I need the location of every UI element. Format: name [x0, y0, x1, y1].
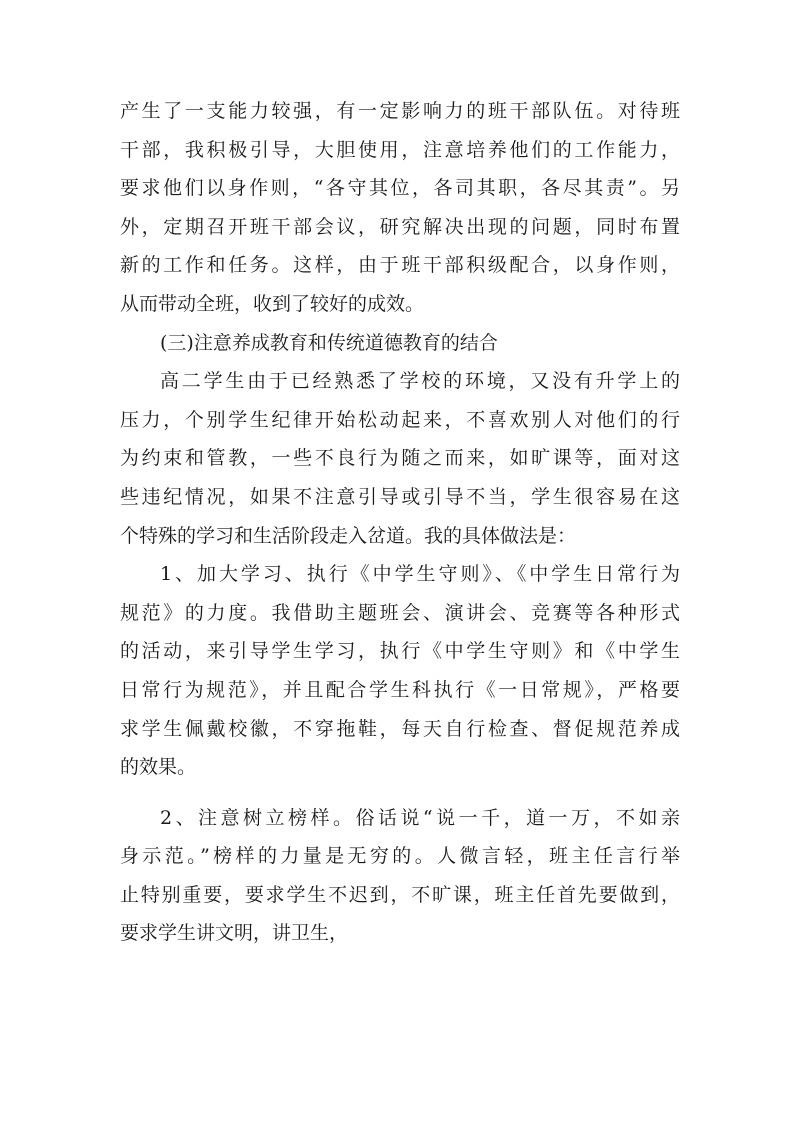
text-line: 从而带动全班，收到了较好的成效。 — [120, 292, 425, 315]
text-line: 要求学生讲文明，讲卫生， — [120, 922, 349, 945]
text-line: 新的工作和任务。这样，由于班干部积级配合，以身作则， — [120, 254, 680, 277]
text-line: 压力，个别学生纪律开始松动起来，不喜欢别人对他们的行 — [120, 408, 680, 431]
text-line: 规范》的力度。我借助主题班会、演讲会、竞赛等各种形式 — [120, 601, 680, 624]
text-line: 的效果。 — [120, 756, 197, 779]
text-line: 的活动，来引导学生学习，执行《中学生守则》和《中学生 — [120, 640, 680, 663]
text-line: 个特殊的学习和生活阶段走入岔道。我的具体做法是： — [120, 524, 577, 547]
text-line: 为约束和管教，一些不良行为随之而来，如旷课等，面对这 — [120, 447, 680, 470]
document-page — [120, 92, 680, 953]
text-line: 高二学生由于已经熟悉了学校的环境，又没有升学上的 — [160, 370, 680, 393]
text-line: 1、加大学习、执行《中学生守则》、《中学生日常行为 — [160, 563, 680, 586]
text-line: 产生了一支能力较强，有一定影响力的班干部队伍。对待班 — [120, 100, 680, 122]
text-line: 求学生佩戴校徽，不穿拖鞋，每天自行检查、督促规范养成 — [120, 717, 680, 740]
text-line: 身示范。”榜样的力量是无穷的。人微言轻，班主任言行举 — [120, 845, 680, 868]
text-line: 些违纪情况，如果不注意引导或引导不当，学生很容易在这 — [120, 485, 680, 508]
text-line: 日常行为规范》，并且配合学生科执行《一日常规》，严格要 — [120, 678, 680, 701]
text-line: 止特别重要，要求学生不迟到，不旷课，班主任首先要做到， — [120, 883, 680, 906]
text-line: 要求他们以身作则，“各守其位，各司其职，各尽其责”。另 — [120, 177, 680, 200]
text-line: 2、注意树立榜样。俗话说“说一千，道一万，不如亲 — [160, 806, 680, 829]
text-line: 干部，我积极引导，大胆使用，注意培养他们的工作能力， — [120, 138, 680, 161]
paragraph-gap — [120, 787, 680, 799]
text-line: 外，定期召开班干部会议，研究解决出现的问题，同时布置 — [120, 215, 680, 238]
section-heading: (三)注意养成教育和传统道德教育的结合 — [160, 331, 498, 354]
